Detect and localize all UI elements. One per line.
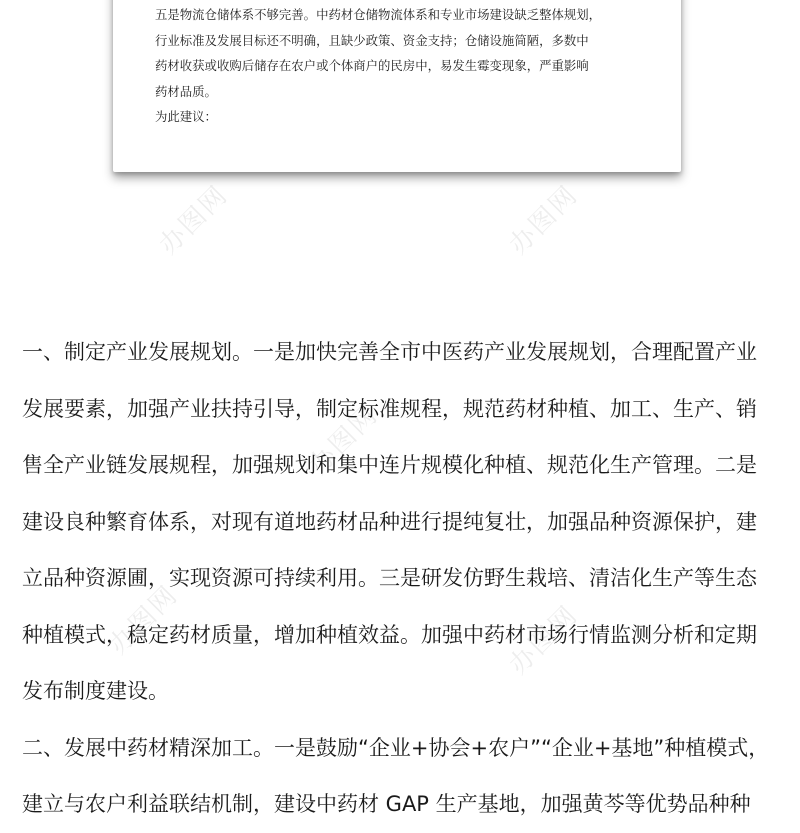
watermark-text: 办图网	[153, 179, 235, 261]
card-line: 五是物流仓储体系不够完善。中药材仓储物流体系和专业市场建设缺乏整体规划，	[155, 7, 602, 22]
document-body	[22, 324, 782, 833]
paragraph-line: 售全产业链发展规程，加强规划和集中连片规模化种植、规范化生产管理。二是	[22, 453, 757, 477]
watermark-text: 办图网	[503, 599, 585, 681]
card-line: 药材收获或收购后储存在农户或个体商户的民房中，易发生霉变现象，严重影响	[155, 58, 589, 74]
paragraph-line: 发展要素，加强产业扶持引导，制定标准规程，规范药材种植、加工、生产、销	[22, 396, 757, 421]
card-line: 药材品质。	[155, 83, 217, 99]
paragraph-line: 二、发展中药材精深加工。一是鼓励“企业+协会+农户”“企业+基地”种植模式，	[22, 735, 770, 760]
paragraph-line: 立品种资源圃，实现资源可持续利用。三是研发仿野生栽培、清洁化生产等生态	[22, 566, 757, 590]
document-preview-card	[113, 0, 681, 172]
watermark-text: 办图网	[103, 579, 185, 661]
paragraph-line: 建立与农户利益联结机制，建设中药材 GAP 生产基地，加强黄芩等优势品种种	[22, 792, 751, 816]
paragraph-line: 种植模式，稳定药材质量，增加种植效益。加强中药材市场行情监测分析和定期	[22, 622, 757, 647]
card-text	[155, 2, 665, 130]
watermark-text: 办图网	[303, 399, 385, 481]
watermark-text: 办图网	[503, 179, 585, 261]
paragraph-line: 建设良种繁育体系，对现有道地药材品种进行提纯复壮，加强品种资源保护，建	[22, 509, 757, 534]
card-line: 为此建议：	[155, 109, 217, 125]
paragraph-line: 一、制定产业发展规划。一是加快完善全市中医药产业发展规划，合理配置产业	[22, 340, 757, 364]
paragraph-line: 发布制度建设。	[22, 679, 169, 703]
card-line: 行业标准及发展目标还不明确，且缺少政策、资金支持；仓储设施简陋，多数中	[155, 32, 589, 48]
